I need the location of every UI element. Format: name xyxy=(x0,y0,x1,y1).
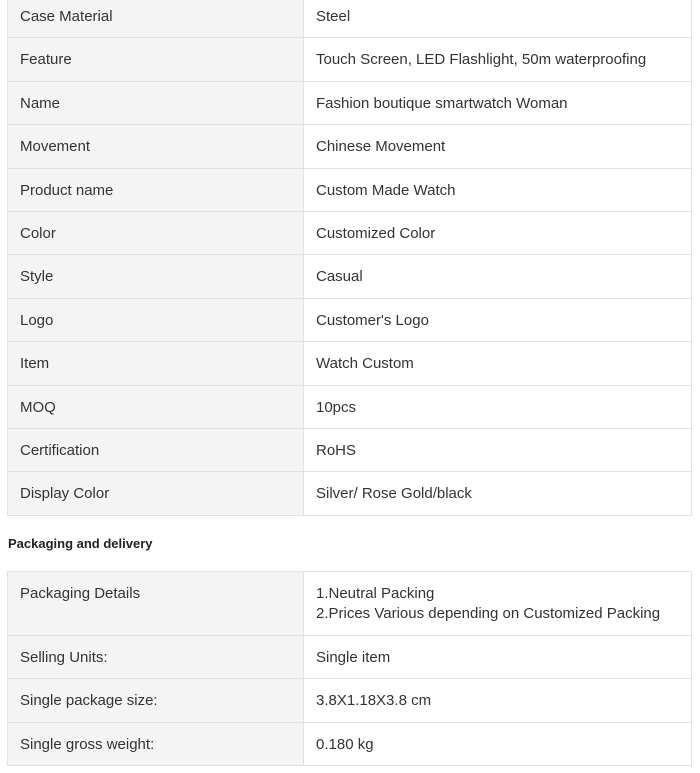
packaging-label: Single package size: xyxy=(8,679,304,722)
section-title: Packaging and delivery xyxy=(8,536,153,551)
packaging-label: Selling Units: xyxy=(8,636,304,679)
table-row xyxy=(8,211,692,254)
attribute-value: Customized Color xyxy=(304,211,692,254)
attribute-label: Display Color xyxy=(8,472,304,515)
attributes-table xyxy=(7,0,692,516)
table-row xyxy=(8,572,692,636)
attribute-value: Customer's Logo xyxy=(304,298,692,341)
attribute-label: Item xyxy=(8,342,304,385)
packaging-table xyxy=(7,571,692,766)
packaging-details-line: 2.Prices Various depending on Customized Packing xyxy=(316,605,661,622)
packaging-details-label: Packaging Details xyxy=(8,572,304,636)
packaging-details-value xyxy=(304,572,692,636)
packaging-details-line: 1.Neutral Packing xyxy=(316,585,435,602)
table-row xyxy=(8,125,692,168)
table-row xyxy=(8,722,692,765)
attribute-value: Chinese Movement xyxy=(304,125,692,168)
table-row xyxy=(8,168,692,211)
table-row xyxy=(8,81,692,124)
attribute-value: Steel xyxy=(304,0,692,38)
attribute-label: MOQ xyxy=(8,385,304,428)
packaging-value: Single item xyxy=(304,636,692,679)
table-row xyxy=(8,342,692,385)
attribute-value: Custom Made Watch xyxy=(304,168,692,211)
table-row xyxy=(8,0,692,38)
table-row xyxy=(8,428,692,471)
attribute-value: Fashion boutique smartwatch Woman xyxy=(304,81,692,124)
attribute-value: Silver/ Rose Gold/black xyxy=(304,472,692,515)
table-row xyxy=(8,298,692,341)
table-row xyxy=(8,38,692,81)
attribute-label: Style xyxy=(8,255,304,298)
attribute-value: RoHS xyxy=(304,428,692,471)
table-row xyxy=(8,385,692,428)
attribute-value: Watch Custom xyxy=(304,342,692,385)
attribute-label: Movement xyxy=(8,125,304,168)
attribute-value: Casual xyxy=(304,255,692,298)
attribute-label: Logo xyxy=(8,298,304,341)
attribute-label: Name xyxy=(8,81,304,124)
attribute-value: Touch Screen, LED Flashlight, 50m waterproofing xyxy=(304,38,692,81)
attribute-value: 10pcs xyxy=(304,385,692,428)
table-row xyxy=(8,636,692,679)
attribute-label: Color xyxy=(8,211,304,254)
packaging-label: Single gross weight: xyxy=(8,722,304,765)
table-row xyxy=(8,679,692,722)
packaging-value: 3.8X1.18X3.8 cm xyxy=(304,679,692,722)
packaging-value: 0.180 kg xyxy=(304,722,692,765)
table-row xyxy=(8,255,692,298)
attribute-label: Certification xyxy=(8,428,304,471)
table-row xyxy=(8,472,692,515)
attribute-label: Case Material xyxy=(8,0,304,38)
attribute-label: Feature xyxy=(8,38,304,81)
attribute-label: Product name xyxy=(8,168,304,211)
